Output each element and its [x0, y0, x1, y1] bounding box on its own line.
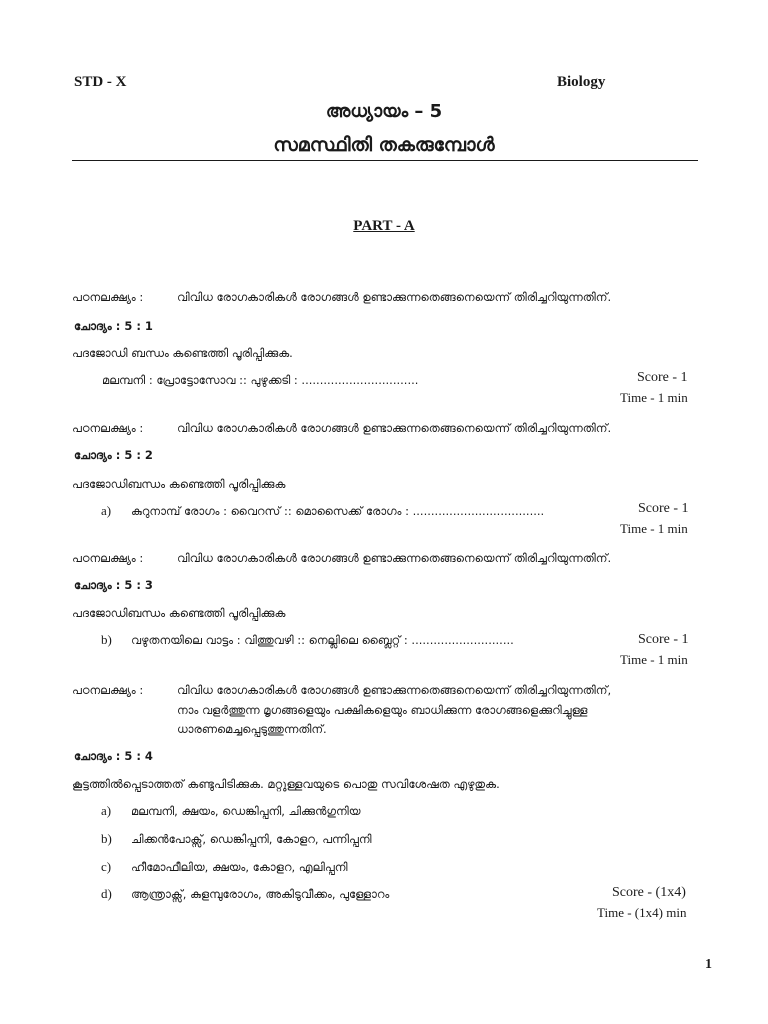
objective-text: വിവിധ രോഗകാരികൾ രോഗങ്ങൾ ഉണ്ടാക്കുന്നതെങ്ങനെയെന്ന് തിരിച്ചറിയുന്നതിന്.	[177, 290, 612, 304]
question-instruction: കൂട്ടത്തിൽപ്പെടാത്തത് കണ്ടുപിടിക്കുക. മറ്റുള്ളവയുടെ പൊതു സവിശേഷത എഴുതുക.	[72, 777, 500, 791]
option-text: ചിക്കൻപോക്സ്, ഡെങ്കിപ്പനി, കോളറ, പന്നിപ്പനി	[131, 832, 372, 846]
page-number: 1	[705, 957, 712, 972]
score-label: Score - 1	[637, 370, 688, 385]
question-label: ചോദ്യം : 5 : 1	[74, 319, 153, 333]
objective-text: വിവിധ രോഗകാരികൾ രോഗങ്ങൾ ഉണ്ടാക്കുന്നതെങ്ങനെയെന്ന് തിരിച്ചറിയുന്നതിന്.	[177, 551, 612, 565]
question-line: കുറുനാമ്പ് രോഗം : വൈറസ് :: മൊസൈക്ക് രോഗം : ....................................	[131, 504, 545, 518]
objective-label: പഠനലക്ഷ്യം :	[72, 421, 144, 435]
chapter-number: അധ്യായം – 5	[325, 101, 443, 122]
question-label: ചോദ്യം : 5 : 4	[74, 749, 153, 763]
class-label: STD - X	[74, 74, 127, 90]
score-label: Score - 1	[638, 632, 689, 647]
header-divider	[72, 160, 698, 161]
chapter-title: സമസ്ഥിതി തകരുമ്പോൾ	[273, 134, 495, 156]
objective-text: വിവിധ രോഗകാരികൾ രോഗങ്ങൾ ഉണ്ടാക്കുന്നതെങ്ങനെയെന്ന് തിരിച്ചറിയുന്നതിന്.	[177, 421, 612, 435]
question-label: ചോദ്യം : 5 : 3	[74, 578, 153, 592]
question-label: ചോദ്യം : 5 : 2	[74, 448, 153, 462]
option-text: ഹീമോഫീലിയ, ക്ഷയം, കോളറ, എലിപ്പനി	[131, 860, 348, 874]
objective-text-line: ധാരണമെച്ചപ്പെടുത്തുന്നതിന്.	[177, 722, 327, 736]
option-letter: c)	[101, 859, 112, 874]
option-letter: a)	[101, 503, 112, 518]
option-letter: b)	[101, 831, 112, 846]
question-instruction: പദജോഡി ബന്ധം കണ്ടെത്തി പൂരിപ്പിക്കുക.	[72, 346, 293, 360]
option-text: ആന്ത്രാക്സ്, കുളമ്പുരോഗം, അകിടുവീക്കം, പുള്ളോറം	[131, 887, 390, 901]
score-label: Score - 1	[638, 501, 689, 516]
time-label: Time - (1x4) min	[597, 905, 687, 920]
objective-label: പഠനലക്ഷ്യം :	[72, 290, 144, 304]
question-instruction: പദജോഡിബന്ധം കണ്ടെത്തി പൂരിപ്പിക്കുക	[72, 606, 286, 620]
objective-text-line: വിവിധ രോഗകാരികൾ രോഗങ്ങൾ ഉണ്ടാക്കുന്നതെങ്ങനെയെന്ന് തിരിച്ചറിയുന്നതിന്,	[177, 683, 612, 697]
time-label: Time - 1 min	[620, 652, 688, 667]
option-letter: a)	[101, 803, 112, 818]
subject-label: Biology	[557, 74, 606, 90]
option-letter: b)	[101, 632, 112, 647]
question-instruction: പദജോഡിബന്ധം കണ്ടെത്തി പൂരിപ്പിക്കുക	[72, 477, 286, 491]
option-letter: d)	[101, 886, 112, 901]
objective-label: പഠനലക്ഷ്യം :	[72, 683, 144, 697]
question-line: വഴുതനയിലെ വാട്ടം : വിത്തുവഴി :: നെല്ലിലെ ബ്ലൈറ്റ് : ............................	[131, 633, 514, 647]
part-heading-text: PART - A	[353, 218, 415, 234]
question-line: മലമ്പനി : പ്രോട്ടോസോവ :: പുഴുക്കടി : ................................	[102, 373, 419, 387]
score-label: Score - (1x4)	[612, 885, 686, 900]
time-label: Time - 1 min	[620, 521, 688, 536]
objective-label: പഠനലക്ഷ്യം :	[72, 551, 144, 565]
objective-text-line: നാം വളർത്തുന്ന മൃഗങ്ങളെയും പക്ഷികളെയും ബാധിക്കുന്ന രോഗങ്ങളെക്കുറിച്ചുള്ള	[177, 703, 588, 717]
part-heading	[0, 218, 768, 235]
time-label: Time - 1 min	[620, 390, 688, 405]
option-text: മലമ്പനി, ക്ഷയം, ഡെങ്കിപ്പനി, ചിക്കുൻഗുനിയ	[131, 804, 361, 818]
